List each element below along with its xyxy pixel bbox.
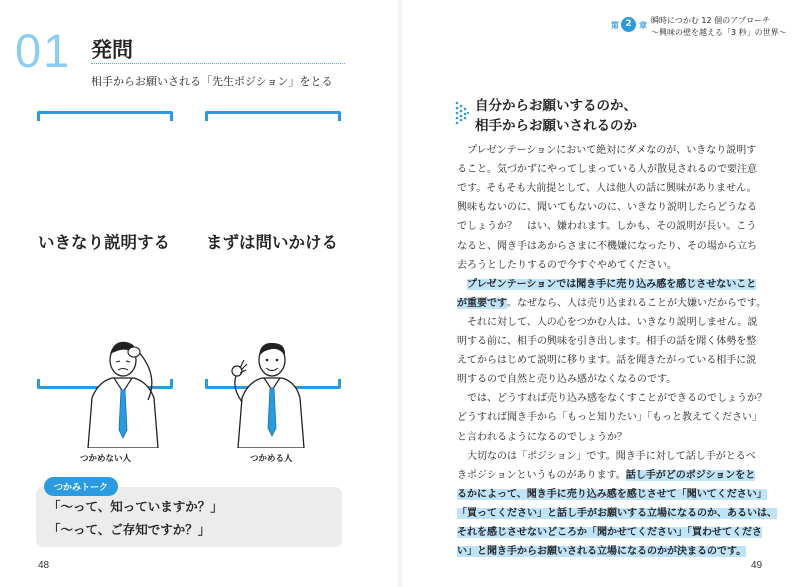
caption-can-grab: つかめる人	[250, 454, 293, 464]
body-line	[457, 354, 756, 367]
label-ask-first: まずは問いかける	[206, 233, 338, 252]
chapter-title: 発問	[91, 38, 133, 62]
body-line	[457, 240, 757, 253]
running-header-chapter-suffix: 章	[639, 21, 647, 30]
body-text-segment: なると、聞き手はあからさまに不機嫌になったり、その場から立ち	[457, 240, 757, 252]
body-text-segment: どうすれば聞き手から「もっと知りたい」「もっと教えてください」	[457, 412, 762, 424]
body-line	[457, 526, 762, 539]
body-line	[457, 316, 757, 329]
chapter-number: 01	[15, 24, 72, 77]
running-header-chapter-prefix: 第	[611, 21, 619, 30]
label-explain-suddenly: いきなり説明する	[38, 233, 170, 252]
body-line	[457, 182, 757, 195]
body-line	[457, 144, 756, 157]
body-text-segment: 明するので自然と売り込み感がなくなるのです。	[457, 374, 677, 386]
chapter-subtitle: 相手からお願いされる「先生ポジション」をとる	[91, 75, 333, 88]
body-text-segment: きポジションというものがあります。	[457, 469, 626, 481]
body-line	[457, 335, 756, 348]
body-text-segment: 去ろうとしたりするので今すぐやめてください。	[457, 259, 677, 271]
caption-cannot-grab: つかめない人	[80, 454, 132, 464]
body-text-segment: です。そもそも大前提として、人は他人の話に興味がありません。	[457, 183, 757, 195]
section-heading-line-2: 相手からお願いされるのか	[475, 118, 637, 134]
section-heading-line-1: 自分からお願いするのか、	[475, 98, 637, 114]
body-text-segment: ること。気づかずにやってしまっている人が散見されるので要注意	[457, 164, 757, 176]
talk-line-2: 「〜って、ご存知ですか？」	[48, 522, 211, 537]
page-number-right: 49	[751, 560, 763, 571]
talk-line-1: 「〜って、知っていますか？」	[48, 499, 223, 514]
body-line	[457, 201, 757, 214]
running-header-title: 瞬時につかむ 12 個のアプローチ	[651, 16, 771, 25]
body-line	[457, 392, 767, 405]
body-text-segment: それに対して、人の心をつかむ人は、いきなり説明しません。説	[457, 316, 758, 328]
talk-box	[36, 487, 342, 547]
confident-man-illustration	[228, 340, 314, 448]
section-marker-icon	[455, 101, 469, 125]
body-line	[457, 297, 766, 310]
highlighted-text: プレゼンテーションでは聞き手に売り込み感を感じさせないこと	[467, 278, 757, 290]
body-line	[457, 507, 777, 520]
body-line	[457, 220, 756, 233]
troubled-man-illustration	[80, 338, 166, 448]
highlighted-text: 話し手がどのポジションをと	[625, 469, 756, 481]
body-line	[457, 163, 757, 176]
body-line	[457, 488, 767, 501]
body-text-segment: えてからはじめて説明に移ります。話を聞きたがっている相手に説	[457, 355, 757, 367]
page-number-left: 48	[38, 560, 50, 571]
highlighted-text: それを感じさせないどころか「聞かせてください」「買わせてくださ	[457, 527, 762, 538]
body-line	[457, 545, 746, 558]
talk-tag: つかみトーク	[44, 477, 118, 496]
body-line	[457, 431, 627, 444]
body-text-segment: プレゼンテーションにおいて絶対にダメなのが、いきなり説明す	[457, 145, 757, 156]
body-line	[457, 450, 756, 463]
body-text-segment: と言われるようになるのでしょうか？	[457, 431, 627, 443]
body-line	[457, 259, 677, 272]
body-text-segment: 大切なのは「ポジション」です。聞き手に対して話し手がとるべ	[457, 450, 756, 462]
body-line	[457, 278, 756, 291]
highlighted-text: い」と聞き手からお願いされる立場になるのかが決まるのです。	[457, 546, 747, 558]
body-text-segment: 興味もないのに、聞いてもないのに、いきなり説明したらどうなる	[457, 202, 757, 214]
body-line	[457, 411, 762, 424]
highlighted-text: が重要です	[457, 297, 507, 309]
body-text-segment: では、どうすれば売り込み感をなくすことができるのでしょうか？	[457, 393, 767, 405]
book-gutter	[398, 0, 402, 587]
body-text-segment: 。なぜなら、人は売り込まれることが大嫌いだからです。	[507, 297, 767, 309]
highlighted-text: 「買ってください」と話し手がお願いする立場になるのか、あるいは、	[457, 507, 777, 519]
title-divider	[91, 63, 345, 64]
body-line	[457, 373, 676, 386]
body-text-segment: でしょうか？ はい、嫌われます。しかも、その説明が長い。こう	[457, 221, 757, 233]
body-line	[457, 469, 755, 482]
bracket-top-right	[205, 111, 341, 121]
bracket-top-left	[37, 111, 173, 121]
highlighted-text: るかによって、聞き手に売り込み感を感じさせて「聞いてください」	[457, 488, 767, 500]
running-header-subtitle: 〜興味の壁を越える「3 秒」の世界〜	[651, 28, 787, 37]
chapter-number-badge: 2	[621, 17, 636, 32]
body-text-segment: 明する前に、相手の興味を引き出します。相手の話を聞く体勢を整	[457, 336, 757, 347]
body-text-segment	[457, 279, 467, 290]
